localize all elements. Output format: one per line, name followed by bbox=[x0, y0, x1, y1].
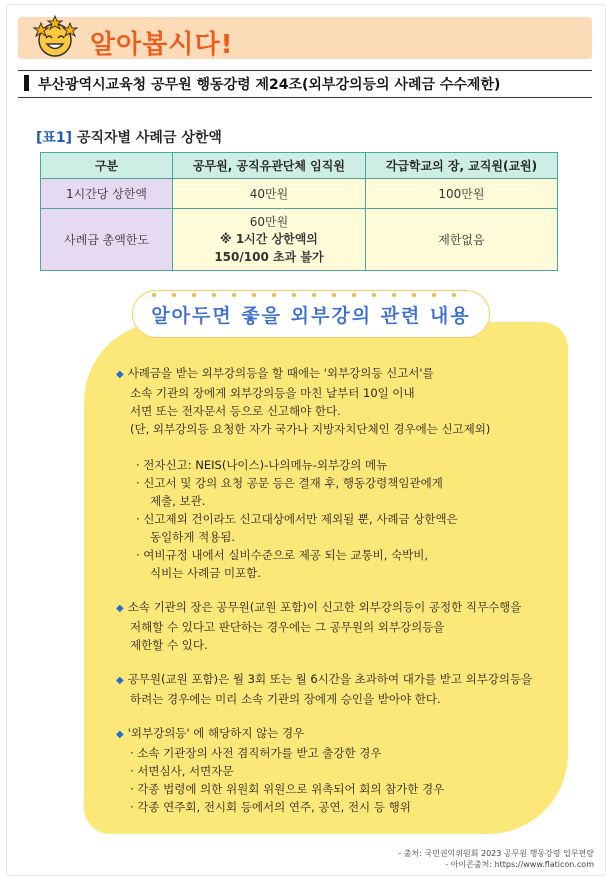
page-title: 알아봅시다! bbox=[90, 30, 234, 60]
info-section-details bbox=[136, 456, 458, 582]
cell-total-public-note1: ※ 1시간 상한액의 bbox=[219, 232, 318, 246]
diamond-bullet-icon: ◆ bbox=[116, 675, 124, 686]
table-caption-number: [표1] bbox=[36, 130, 73, 146]
table-row bbox=[41, 179, 558, 209]
info-text: 서면 또는 전자문서 등으로 신고해야 한다. bbox=[130, 404, 341, 418]
diamond-bullet-icon: ◆ bbox=[116, 603, 124, 614]
info-text: 식비는 사례금 미포함. bbox=[150, 566, 261, 580]
cell-total-public-amount: 60만원 bbox=[249, 215, 289, 229]
info-text: 공무원(교원 포함)은 월 3회 또는 월 6시간을 초과하여 대가를 받고 외부강의등을 bbox=[127, 672, 533, 686]
info-text: 사례금을 받는 외부강의등을 할 때에는 '외부강의등 신고서'를 bbox=[127, 366, 434, 380]
info-text: 동일하게 적용됨. bbox=[150, 530, 236, 544]
table-header-school-staff: 각급학교의 장, 교직원(교원) bbox=[365, 153, 557, 179]
info-section-report bbox=[116, 364, 490, 438]
cell-total-public-note2: 150/100 초과 불가 bbox=[214, 250, 324, 264]
row-label-hourly-limit: 1시간당 상한액 bbox=[41, 179, 173, 209]
table-caption bbox=[36, 127, 222, 147]
table-header-category: 구분 bbox=[41, 153, 173, 179]
decorative-dots-icon bbox=[150, 292, 468, 298]
footer bbox=[398, 848, 594, 870]
info-section-exclusions bbox=[116, 724, 444, 816]
table-row bbox=[41, 209, 558, 271]
source-note: - 출처: 국민권익위원회 2023 공무원 행동강령 업무편람 bbox=[398, 849, 594, 858]
rule-marker bbox=[24, 75, 29, 91]
info-text: · 각종 연주회, 전시회 등에서의 연주, 공연, 전시 등 행위 bbox=[130, 800, 411, 814]
info-text: 저해할 수 있다고 판단하는 경우에는 그 공무원의 외부강의등을 bbox=[130, 620, 445, 634]
info-text: · 전자신고: NEIS(나이스)-나의메뉴-외부강의 메뉴 bbox=[136, 458, 388, 472]
info-text: · 소속 기관장의 사전 겸직허가를 받고 출강한 경우 bbox=[130, 746, 382, 760]
info-text: · 여비규정 내에서 실비수준으로 제공 되는 교통비, 숙박비, bbox=[136, 548, 429, 562]
table-header-row bbox=[41, 153, 558, 179]
fee-limit-table bbox=[40, 152, 558, 271]
row-label-total-limit: 사례금 총액한도 bbox=[41, 209, 173, 271]
diamond-bullet-icon: ◆ bbox=[116, 369, 124, 380]
cell-hourly-school: 100만원 bbox=[365, 179, 557, 209]
info-text: 소속 기관의 장에게 외부강의등을 마친 날부터 10일 이내 bbox=[130, 386, 415, 400]
cell-total-public bbox=[173, 209, 366, 271]
info-text: 하려는 경우에는 미리 소속 기관의 장에게 승인을 받아야 한다. bbox=[130, 692, 441, 706]
cell-hourly-public: 40만원 bbox=[173, 179, 366, 209]
info-text: · 서면심사, 서면자문 bbox=[130, 764, 234, 778]
info-text: · 신고제외 건이라도 신고대상에서만 제외될 뿐, 사례금 상한액은 bbox=[136, 512, 458, 526]
info-text: · 신고서 및 강의 요청 공문 등은 결재 후, 행동강령책임관에게 bbox=[136, 476, 443, 490]
diamond-bullet-icon: ◆ bbox=[116, 729, 124, 740]
info-section-restriction bbox=[116, 598, 521, 654]
info-text: 소속 기관의 장은 공무원(교원 포함)이 신고한 외부강의등이 공정한 직무수행을 bbox=[127, 600, 522, 614]
cell-total-school: 제한없음 bbox=[365, 209, 557, 271]
info-text: 제출, 보관. bbox=[150, 494, 206, 508]
info-section-approval bbox=[116, 670, 532, 708]
table-header-public-officials: 공무원, 공직유관단체 임직원 bbox=[173, 153, 366, 179]
info-text: (단, 외부강의등 요청한 자가 국가나 지방자치단체인 경우에는 신고제외) bbox=[130, 422, 491, 436]
rule-title: 부산광역시교육청 공무원 행동강령 제24조(외부강의등의 사례금 수수제한) bbox=[38, 77, 501, 93]
info-text: · 각종 법령에 의한 위원회 위원으로 위촉되어 회의 참가한 경우 bbox=[130, 782, 445, 796]
smiling-face-with-stars-icon bbox=[32, 14, 78, 60]
info-text: 제한할 수 있다. bbox=[130, 638, 208, 652]
info-title: 알아두면 좋을 외부강의 관련 내용 bbox=[151, 305, 471, 327]
icon-source-note: - 아이콘출처: https://www.flaticon.com bbox=[445, 860, 594, 869]
table-caption-text: 공직자별 사례금 상한액 bbox=[76, 130, 222, 146]
info-text: '외부강의등' 에 해당하지 않는 경우 bbox=[127, 726, 305, 740]
